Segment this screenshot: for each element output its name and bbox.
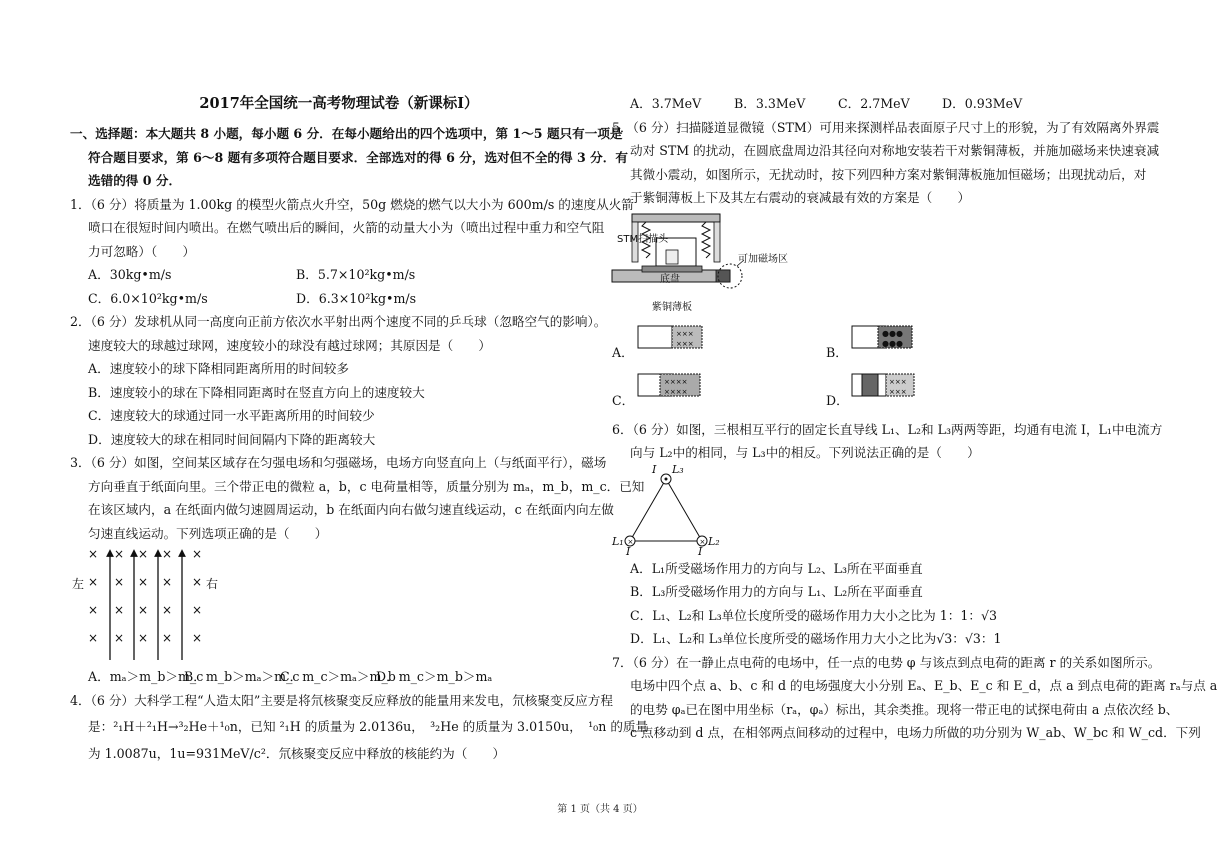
cross-mark: × [138, 603, 149, 617]
question-line: 3．（6 分）如图，空间某区域存在匀强电场和匀强磁场，电场方向竖直向上（与纸面平行），磁场 [70, 455, 607, 470]
question-line: 速度较大的球越过球网，速度较小的球没有越过球网；其原因是（ ） [88, 337, 491, 353]
options-row [70, 665, 608, 689]
cross-mark: × [138, 547, 149, 561]
cross-mark: × [88, 631, 99, 645]
cross-mark: × [114, 603, 125, 617]
section-instructions [70, 122, 628, 193]
question-line: 于紫铜薄板上下及其左右震动的衰减最有效的方案是（ ） [630, 190, 971, 205]
question-line: 6．（6 分）如图，三根相互平行的固定长直导线 L₁、L₂和 L₃两两等距，均通有电流 I，L₁中电流方 [612, 421, 1163, 437]
current-label: I [626, 544, 631, 558]
svg-text:××××: ×××× [664, 377, 688, 386]
question-line: 5．（6 分）扫描隧道显微镜（STM）可用来探测样品表面原子尺寸上的形貌，为了有效隔离外界震 [612, 119, 1160, 135]
cross-mark: × [88, 575, 99, 589]
cross-mark: × [162, 603, 173, 617]
cross-mark: × [192, 547, 203, 561]
option-d[interactable]: D．速度较大的球在相同时间间隔内下降的距离较大 [88, 431, 376, 447]
cross-mark: × [162, 631, 173, 645]
field-zone-label: 可加磁场区 [738, 253, 788, 265]
option-label: C． [612, 392, 635, 408]
page-footer: 第 1 页（共 4 页） [557, 804, 643, 815]
question-line: 方向垂直于纸面向里。三个带正电的微粒 a，b，c 电荷量相等，质量分别为 mₐ，m_b，m_c．已知 [88, 478, 645, 494]
label-left: 左 [72, 577, 85, 591]
plate-label: 紫铜薄板 [652, 301, 692, 313]
question-line: 7．（6 分）在一静止点电荷的电场中，任一点的电势 φ 与该点到点电荷的距离 r 的关系如图所示。 [612, 654, 1161, 670]
svg-text:×××: ××× [889, 377, 907, 386]
question-2 [70, 310, 608, 451]
option-label: D． [826, 392, 849, 408]
cross-mark: × [162, 575, 173, 589]
section-line: 选错的得 0 分． [88, 173, 182, 188]
option-d[interactable]: D．m_c＞m_b＞mₐ [376, 669, 493, 684]
field-figure [70, 545, 608, 665]
stm-figure [612, 210, 1134, 322]
cross-mark: × [114, 547, 125, 561]
question-1 [70, 193, 634, 311]
cross-mark: × [192, 575, 203, 589]
wires-diagram [618, 462, 748, 557]
section-line: 符合题目要求，第 6～8 题有多项符合题目要求．全部选对的得 6 分，选对但不全的得 3 分．有 [88, 149, 628, 165]
cross-mark: × [114, 575, 125, 589]
q4-options-row [612, 92, 1134, 116]
question-line: 是：²₁H＋²₁H→³₂He＋¹₀n，已知 ²₁H 的质量为 2.0136u， ³₂He 的质量为 3.0150u， ¹₀n 的质量 [88, 719, 649, 734]
cross-mark: × [192, 603, 203, 617]
option-c[interactable]: C．2.7MeV [838, 96, 910, 111]
question-7 [612, 651, 1217, 745]
option-d[interactable] [826, 370, 946, 413]
cross-mark: × [162, 547, 173, 561]
svg-text:×: × [627, 537, 634, 546]
stm-label: STM扫描头 [617, 233, 669, 245]
options-row [70, 263, 608, 287]
question-line: c 点移动到 d 点，在相邻两点间移动的过程中，电场力所做的功分别为 W_ab、W_bc 和 W_cd．下列 [630, 725, 1201, 740]
question-line: 力可忽略）（ ） [88, 243, 196, 259]
question-line: 的电势 φₐ已在图中用坐标（rₐ，φₐ）标出，其余类推。现将一带正电的试探电荷由 a 点依次经 b、 [630, 701, 1179, 717]
question-line: 为 1.0087u，1u=931MeV/c²．氘核聚变反应中释放的核能约为（ ） [88, 746, 506, 761]
page-title: 2017年全国统一高考物理试卷（新课标Ⅰ） [199, 95, 479, 112]
option-b[interactable]: B．L₃所受磁场作用力的方向与 L₁、L₂所在平面垂直 [630, 584, 923, 599]
question-line: 其微小震动，如图所示，无扰动时，按下列四种方案对紫铜薄板施加恒磁场；出现扰动后，对 [630, 166, 1147, 182]
stm-diagram [612, 210, 812, 322]
q5-options-grid [612, 322, 1134, 418]
svg-text:×××: ××× [676, 339, 694, 348]
option-c[interactable]: C．6.0×10²kg•m/s [88, 290, 208, 306]
current-label: I [698, 544, 703, 558]
base-label: 底盘 [660, 273, 680, 285]
cross-mark: × [138, 631, 149, 645]
option-b[interactable]: B．3.3MeV [734, 96, 806, 111]
svg-text:×: × [699, 537, 706, 546]
svg-text:●●●: ●●● [882, 338, 903, 348]
option-b[interactable]: B．5.7×10²kg•m/s [296, 267, 416, 282]
section-line: 一、选择题：本大题共 8 小题，每小题 6 分．在每小题给出的四个选项中，第 1～5 题只有一项是 [70, 126, 623, 141]
option-c[interactable]: C．速度较大的球通过同一水平距离所用的时间较少 [88, 408, 375, 423]
cross-mark: × [88, 603, 99, 617]
question-line: 电场中四个点 a、b、c 和 d 的电场强度大小分别 Eₐ、E_b、E_c 和 E_d，点 a 到点电荷的距离 rₐ与点 a [630, 678, 1217, 693]
cross-mark: × [88, 547, 99, 561]
svg-text:××××: ×××× [664, 387, 688, 396]
wire-l1-label: L₁ [612, 534, 624, 548]
svg-text:×××: ××× [676, 329, 694, 338]
option-c[interactable]: C．m_c＞mₐ＞m_b [280, 669, 396, 684]
question-line: 动对 STM 的扰动，在圆底盘周边沿其径向对称地安装若干对紫铜薄板，并施加磁场来快速衰减 [630, 143, 1160, 158]
option-d[interactable]: D．6.3×10²kg•m/s [296, 290, 417, 306]
option-c[interactable] [612, 370, 732, 413]
question-line: 2．（6 分）发球机从同一高度向正前方依次水平射出两个速度不同的乒乓球（忽略空气的影响）。 [70, 314, 607, 329]
option-label: B． [826, 344, 848, 360]
question-4 [70, 689, 649, 766]
label-right: 右 [206, 577, 219, 591]
option-d[interactable]: D．0.93MeV [942, 96, 1023, 111]
question-6 [612, 418, 1163, 651]
question-line: 在该区域内，a 在纸面内做匀速圆周运动，b 在纸面内向右做匀速直线运动，c 在纸面内向左做 [88, 502, 614, 517]
option-d[interactable]: D．L₁、L₂和 L₃单位长度所受的磁场作用力大小之比为√3：√3：1 [630, 631, 1002, 646]
question-line: 匀速直线运动。下列选项正确的是（ ） [88, 525, 328, 541]
question-line: 向与 L₂中的相同，与 L₃中的相反。下列说法正确的是（ ） [630, 445, 980, 460]
wire-l3-label: L₃ [672, 462, 684, 476]
cross-mark: × [192, 631, 203, 645]
option-a[interactable]: A．30kg•m/s [88, 267, 172, 282]
option-label: A． [612, 344, 634, 360]
option-a[interactable]: A．L₁所受磁场作用力的方向与 L₂、L₃所在平面垂直 [630, 560, 923, 576]
option-a[interactable]: A．3.7MeV [630, 96, 702, 111]
option-b[interactable] [826, 322, 946, 365]
option-b[interactable]: B．速度较小的球在下降相同距离时在竖直方向上的速度较大 [88, 384, 425, 400]
option-a[interactable] [612, 322, 732, 365]
question-line: 1．（6 分）将质量为 1.00kg 的模型火箭点火升空，50g 燃烧的燃气以大小为 600m/s 的速度从火箭 [70, 196, 634, 212]
option-c[interactable]: C．L₁、L₂和 L₃单位长度所受的磁场作用力大小之比为 1：1：√3 [630, 607, 998, 623]
wire-l2-label: L₂ [708, 534, 720, 548]
cross-mark: × [114, 631, 125, 645]
question-5 [612, 116, 1160, 418]
wires-figure [612, 462, 1134, 558]
cross-mark: × [138, 575, 149, 589]
options-row [70, 287, 608, 311]
option-a[interactable]: A．mₐ＞m_b＞m_c [88, 669, 204, 684]
question-line: 4．（6 分）大科学工程“人造太阳”主要是将氘核聚变反应释放的能量用来发电，氘核聚变反应方程 [70, 692, 613, 708]
svg-text:×××: ××× [889, 387, 907, 396]
question-line: 喷口在很短时间内喷出。在燃气喷出后的瞬间，火箭的动量大小为（喷出过程中重力和空气阻 [88, 220, 605, 235]
option-b[interactable]: B．m_b＞mₐ＞m_c [184, 669, 300, 684]
option-a[interactable]: A．速度较小的球下降相同距离所用的时间较多 [88, 361, 349, 376]
current-label: I [652, 462, 657, 476]
right-column [612, 92, 1217, 745]
svg-text:●●●: ●●● [882, 328, 903, 338]
